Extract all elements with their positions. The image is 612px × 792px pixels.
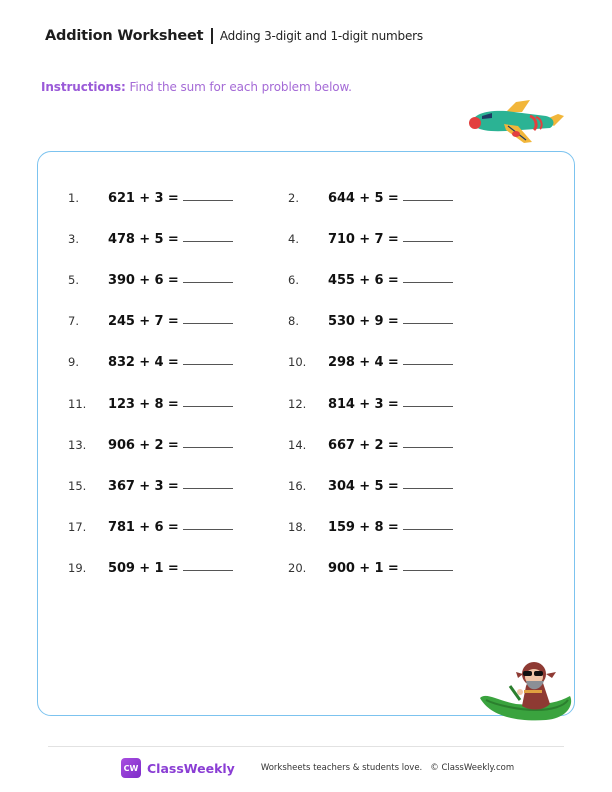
problem-item bbox=[68, 273, 233, 288]
problem-expression: 781 + 6 = bbox=[108, 519, 179, 535]
problem-item bbox=[68, 479, 233, 494]
problem-number: 5. bbox=[68, 273, 79, 288]
answer-blank[interactable] bbox=[183, 363, 233, 365]
answer-blank[interactable] bbox=[403, 199, 453, 201]
problem-item bbox=[68, 397, 233, 412]
problem-expression: 245 + 7 = bbox=[108, 314, 179, 330]
problem-number: 10. bbox=[288, 355, 307, 370]
answer-blank[interactable] bbox=[183, 487, 233, 489]
worksheet-header bbox=[45, 28, 423, 44]
problem-number: 3. bbox=[68, 232, 79, 247]
title-divider bbox=[211, 28, 213, 44]
problem-expression: 667 + 2 = bbox=[328, 437, 399, 453]
problem-item bbox=[288, 438, 453, 453]
problem-number: 19. bbox=[68, 560, 87, 575]
problem-item bbox=[288, 355, 453, 370]
problem-item bbox=[288, 561, 453, 576]
answer-blank[interactable] bbox=[183, 528, 233, 530]
problem-number: 2. bbox=[288, 191, 299, 205]
answer-blank[interactable] bbox=[403, 322, 453, 324]
footer-copyright: © ClassWeekly.com bbox=[430, 763, 515, 773]
problem-item bbox=[288, 191, 453, 206]
problem-item bbox=[288, 520, 453, 535]
problem-expression: 832 + 4 = bbox=[108, 355, 179, 371]
answer-blank[interactable] bbox=[183, 405, 233, 407]
problem-expression: 621 + 3 = bbox=[108, 191, 179, 206]
problem-expression: 814 + 3 = bbox=[328, 396, 399, 412]
footer bbox=[121, 758, 514, 778]
problem-number: 20. bbox=[288, 560, 307, 575]
problem-item bbox=[68, 191, 233, 206]
worksheet-subtitle: Adding 3-digit and 1-digit numbers bbox=[219, 29, 423, 43]
problem-expression: 509 + 1 = bbox=[108, 560, 179, 576]
problem-number: 17. bbox=[68, 519, 87, 534]
answer-blank[interactable] bbox=[403, 446, 453, 448]
problem-expression: 298 + 4 = bbox=[328, 355, 399, 371]
problem-number: 11. bbox=[68, 396, 87, 411]
problem-item bbox=[68, 314, 233, 329]
problem-number: 14. bbox=[288, 437, 307, 452]
answer-blank[interactable] bbox=[403, 281, 453, 283]
problem-item bbox=[68, 355, 233, 370]
problem-number: 13. bbox=[68, 437, 87, 452]
problem-number: 9. bbox=[68, 355, 79, 370]
problem-expression: 159 + 8 = bbox=[328, 519, 399, 535]
instructions-text: Find the sum for each problem below. bbox=[125, 80, 352, 94]
problem-expression: 478 + 5 = bbox=[108, 232, 179, 248]
problem-expression: 900 + 1 = bbox=[328, 560, 399, 576]
problem-number: 7. bbox=[68, 314, 79, 329]
problem-number: 15. bbox=[68, 478, 87, 493]
answer-blank[interactable] bbox=[403, 240, 453, 242]
answer-blank[interactable] bbox=[403, 487, 453, 489]
problem-item bbox=[288, 232, 453, 247]
problem-number: 6. bbox=[288, 273, 299, 288]
answer-blank[interactable] bbox=[183, 322, 233, 324]
problem-number: 12. bbox=[288, 396, 307, 411]
problem-item bbox=[288, 397, 453, 412]
problem-expression: 644 + 5 = bbox=[328, 191, 399, 206]
airplane-icon bbox=[466, 98, 564, 144]
problem-item bbox=[68, 561, 233, 576]
footer-divider bbox=[48, 746, 564, 747]
answer-blank[interactable] bbox=[403, 569, 453, 571]
problem-number: 16. bbox=[288, 478, 307, 493]
problem-item bbox=[68, 232, 233, 247]
answer-blank[interactable] bbox=[403, 405, 453, 407]
answer-blank[interactable] bbox=[183, 199, 233, 201]
answer-blank[interactable] bbox=[183, 569, 233, 571]
problem-item bbox=[68, 520, 233, 535]
problem-item bbox=[288, 479, 453, 494]
answer-blank[interactable] bbox=[403, 363, 453, 365]
problem-expression: 710 + 7 = bbox=[328, 232, 399, 248]
problem-number: 4. bbox=[288, 232, 299, 247]
problem-expression: 304 + 5 = bbox=[328, 478, 399, 494]
classweekly-logo-icon: CW bbox=[121, 758, 141, 778]
problem-number: 8. bbox=[288, 314, 299, 329]
brand-name: ClassWeekly bbox=[147, 760, 235, 776]
answer-blank[interactable] bbox=[183, 240, 233, 242]
answer-blank[interactable] bbox=[183, 281, 233, 283]
problem-item bbox=[288, 273, 453, 288]
problem-item bbox=[288, 314, 453, 329]
footer-tagline: Worksheets teachers & students love. bbox=[260, 763, 423, 773]
problem-expression: 367 + 3 = bbox=[108, 478, 179, 494]
problem-number: 18. bbox=[288, 519, 307, 534]
worksheet-title: Addition Worksheet bbox=[45, 28, 204, 44]
instructions-label: Instructions: bbox=[41, 80, 126, 94]
instructions bbox=[41, 80, 352, 94]
answer-blank[interactable] bbox=[403, 528, 453, 530]
problem-number: 1. bbox=[68, 191, 79, 205]
problem-expression: 390 + 6 = bbox=[108, 273, 179, 289]
answer-blank[interactable] bbox=[183, 446, 233, 448]
problem-expression: 530 + 9 = bbox=[328, 314, 399, 330]
pilot-character-icon bbox=[476, 660, 576, 722]
problem-expression: 123 + 8 = bbox=[108, 396, 179, 412]
problem-expression: 455 + 6 = bbox=[328, 273, 399, 289]
problem-item bbox=[68, 438, 233, 453]
problem-expression: 906 + 2 = bbox=[108, 437, 179, 453]
